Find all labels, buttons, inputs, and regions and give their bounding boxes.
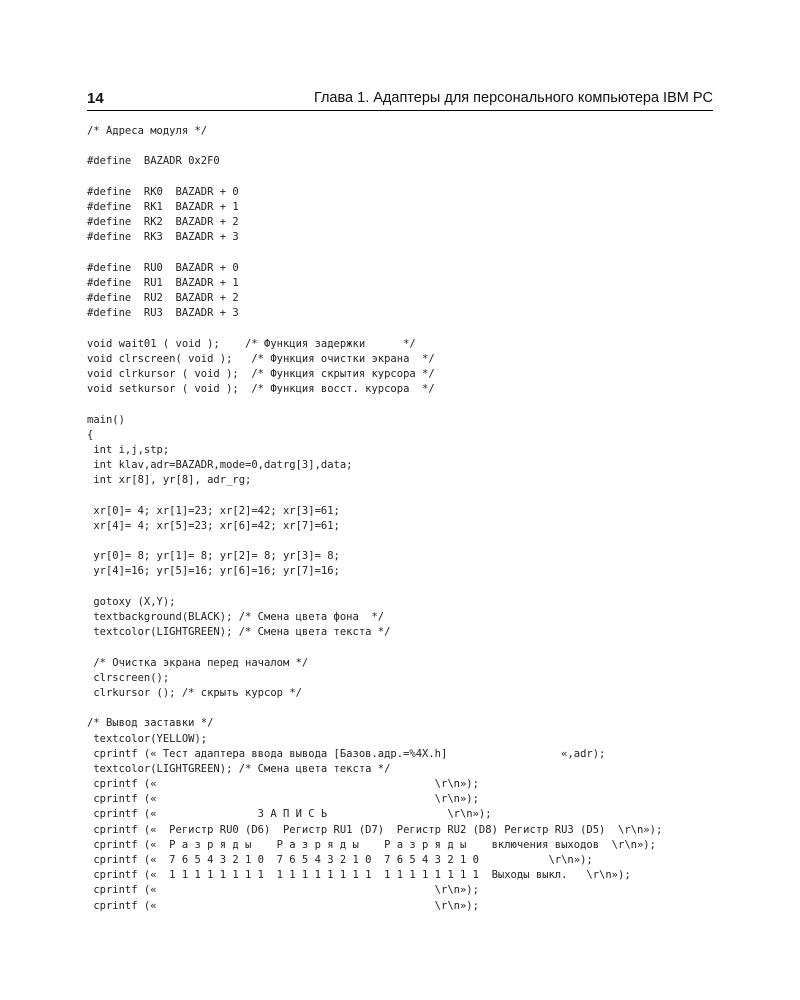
code-line: clrscreen(); (87, 671, 170, 684)
code-line: cprintf (« \r\n»); (87, 778, 479, 791)
running-title: Глава 1. Адаптеры для персонального компьютера IBM PC (313, 90, 713, 106)
code-line (87, 170, 727, 185)
code-line: clrkursor (); /* скрыть курсор */ (87, 686, 302, 699)
code-line (87, 489, 727, 504)
code-line (87, 534, 727, 549)
code-line (87, 321, 727, 336)
code-line: yr[0]= 8; yr[1]= 8; yr[2]= 8; yr[3]= 8; (87, 550, 340, 563)
code-line: #define RK3 BAZADR + 3 (87, 231, 239, 244)
code-line: cprintf (« Тест адаптера ввода вывода [Базов.адр.=%4X.h] «,adr); (87, 747, 606, 760)
code-line (87, 640, 727, 655)
code-line (87, 701, 727, 716)
code-line: /* Вывод заставки */ (87, 717, 214, 730)
code-line: cprintf (« \r\n»); (87, 899, 479, 912)
code-line: void clrkursor ( void ); /* Функция скрытия курсора */ (87, 368, 435, 380)
code-line: #define RU0 BAZADR + 0 (87, 261, 239, 274)
code-line: void wait01 ( void ); /* Функция задержки */ (87, 337, 416, 350)
code-line: void clrscreen( void ); /* Функция очистки экрана */ (87, 352, 435, 365)
code-line: void setkursor ( void ); /* Функция восст. курсора */ (87, 383, 435, 396)
code-line: int xr[8], yr[8], adr_rg; (87, 474, 252, 487)
code-line: { (87, 428, 94, 441)
code-line: cprintf (« \r\n»); (87, 793, 479, 806)
code-line: gotoxy (X,Y); (87, 595, 176, 608)
code-line: textcolor(YELLOW); (87, 732, 208, 745)
code-line: /* Адреса модуля */ (87, 125, 208, 137)
code-line: #define RU3 BAZADR + 3 (87, 307, 239, 320)
code-line: cprintf (« З А П И С Ь \r\n»); (87, 808, 492, 821)
code-line: int i,j,stp; (87, 443, 170, 456)
code-line (87, 139, 727, 154)
code-line: xr[4]= 4; xr[5]=23; xr[6]=42; xr[7]=61; (87, 519, 340, 532)
code-line: #define RU2 BAZADR + 2 (87, 292, 239, 305)
code-listing (87, 124, 727, 914)
code-line: cprintf (« 1 1 1 1 1 1 1 1 1 1 1 1 1 1 1 1 1 1 1 1 1 1 1 1 Выходы выкл. \r\n»); (87, 869, 631, 882)
code-line: #define RK2 BAZADR + 2 (87, 216, 239, 229)
code-line: cprintf (« Регистр RU0 (D6) Регистр RU1 (D7) Регистр RU2 (D8) Регистр RU3 (D5) \r\n»); (87, 823, 663, 836)
code-line (87, 397, 727, 412)
code-line: cprintf (« 7 6 5 4 3 2 1 0 7 6 5 4 3 2 1 0 7 6 5 4 3 2 1 0 \r\n»); (87, 854, 593, 866)
code-line: textcolor(LIGHTGREEN); /* Смена цвета текста */ (87, 762, 391, 775)
code-line: #define RK0 BAZADR + 0 (87, 185, 239, 198)
code-line: #define RK1 BAZADR + 1 (87, 200, 239, 213)
code-line (87, 580, 727, 595)
code-line: main() (87, 413, 125, 426)
code-line: textbackground(BLACK); /* Смена цвета фона */ (87, 611, 385, 623)
code-line: #define BAZADR 0x2F0 (87, 155, 220, 168)
code-line: xr[0]= 4; xr[1]=23; xr[2]=42; xr[3]=61; (87, 504, 340, 517)
code-line: cprintf (« Р а з р я д ы Р а з р я д ы Р а з р я д ы включения выходов \r\n»); (87, 838, 656, 851)
code-line: /* Очистка экрана перед началом */ (87, 656, 309, 669)
code-line: yr[4]=16; yr[5]=16; yr[6]=16; yr[7]=16; (87, 565, 340, 578)
code-line: textcolor(LIGHTGREEN); /* Смена цвета текста */ (87, 626, 391, 639)
page-header (87, 88, 713, 111)
page-number: 14 (87, 90, 104, 107)
code-line (87, 246, 727, 261)
code-line: #define RU1 BAZADR + 1 (87, 276, 239, 289)
code-line: int klav,adr=BAZADR,mode=0,datrg[3],data; (87, 459, 353, 472)
code-line: cprintf (« \r\n»); (87, 884, 479, 897)
